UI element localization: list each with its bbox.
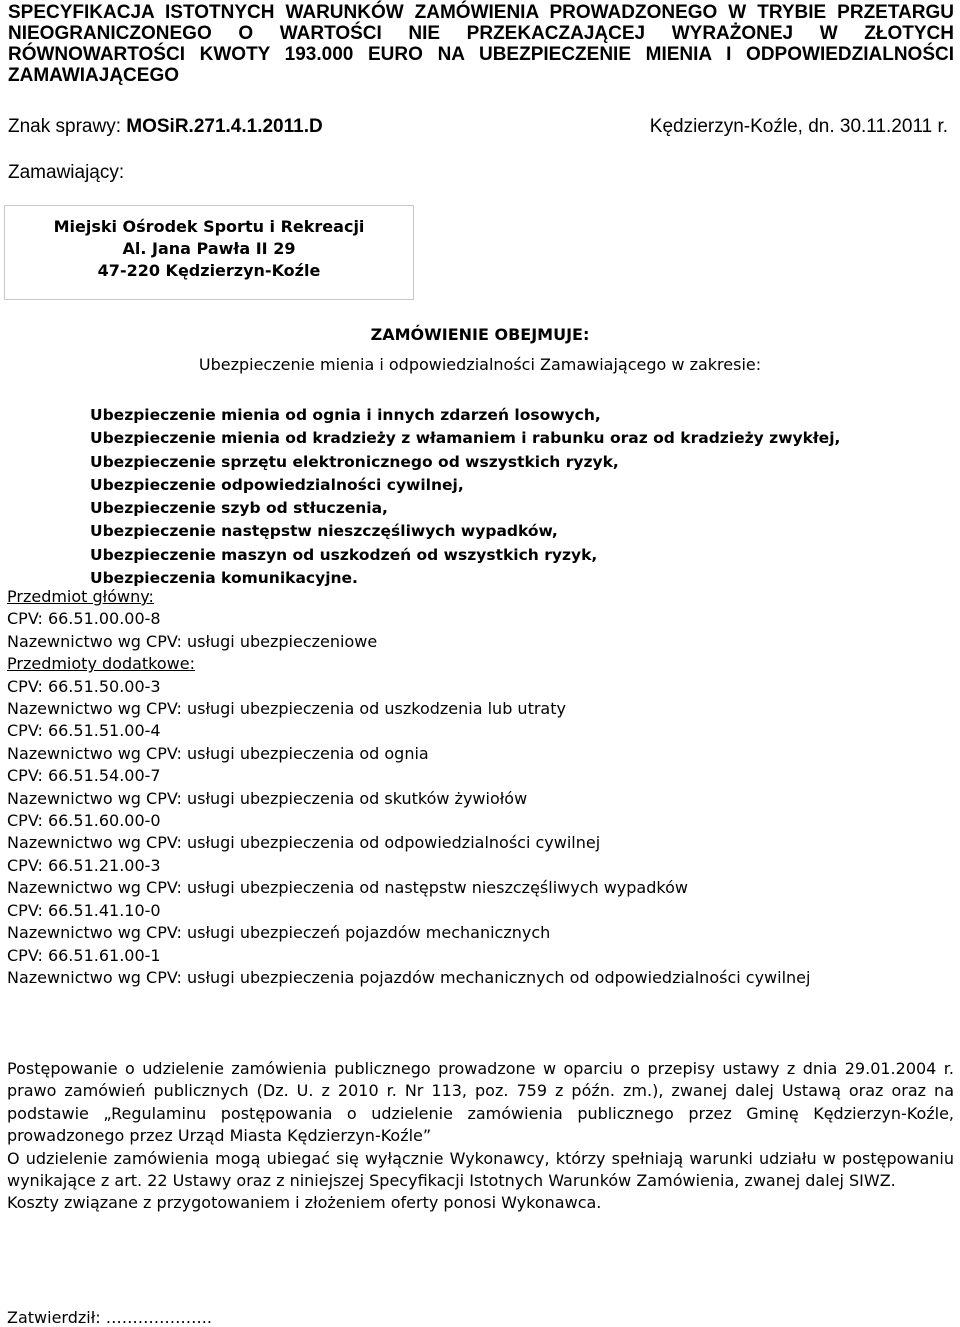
procedure-paragraph: O udzielenie zamówienia mogą ubiegać się wyłącznie Wykonawcy, którzy spełniają warunki udziału w postępowaniu wynikające z art. 22 Ustawy oraz z niniejszej Specyfikacji Istotnych Warunków Zamówienia, zwanej dalej SIWZ. xyxy=(7,1148,954,1191)
scope-subheading: Ubezpieczenie mienia i odpowiedzialności Zamawiającego w zakresie: xyxy=(198,355,762,374)
cpv-code: CPV: 66.51.50.00-3 xyxy=(7,676,161,696)
cpv-code: CPV: 66.51.54.00-7 xyxy=(7,766,161,786)
approval-line: Zatwierdził: ……………….. xyxy=(7,1308,212,1327)
cpv-name: Nazewnictwo wg CPV: usługi ubezpieczenia od ognia xyxy=(7,743,429,763)
list-item: Ubezpieczenia komunikacyjne. xyxy=(90,569,358,588)
case-reference xyxy=(8,116,323,138)
list-item: Ubezpieczenie mienia od ognia i innych zdarzeń losowych, xyxy=(90,406,601,424)
additional-subjects-label: Przedmioty dodatkowe: xyxy=(7,654,195,674)
procedure-section xyxy=(7,1058,954,1215)
cpv-name: Nazewnictwo wg CPV: usługi ubezpieczeniowe xyxy=(7,631,378,651)
cpv-name: Nazewnictwo wg CPV: usługi ubezpieczenia od następstw nieszczęśliwych wypadków xyxy=(7,878,688,898)
orderer-address-box xyxy=(4,205,414,300)
cpv-code: CPV: 66.51.60.00-0 xyxy=(7,811,161,831)
cpv-code: CPV: 66.51.00.00-8 xyxy=(7,609,161,629)
cpv-code: CPV: 66.51.51.00-4 xyxy=(7,721,161,741)
cpv-code: CPV: 66.51.41.10-0 xyxy=(7,900,161,920)
cpv-name: Nazewnictwo wg CPV: usługi ubezpieczenia od odpowiedzialności cywilnej xyxy=(7,833,601,853)
orderer-street: Al. Jana Pawła II 29 xyxy=(122,239,296,258)
list-item: Ubezpieczenie odpowiedzialności cywilnej, xyxy=(90,475,464,494)
main-subject-label: Przedmiot główny: xyxy=(7,587,154,606)
scope-heading: ZAMÓWIENIE OBEJMUJE: xyxy=(370,325,590,344)
orderer-label: Zamawiający: xyxy=(8,162,125,183)
cpv-code: CPV: 66.51.61.00-1 xyxy=(7,945,161,965)
document-title: SPECYFIKACJA ISTOTNYCH WARUNKÓW ZAMÓWIENIA PROWADZONEGO W TRYBIE PRZETARGU NIEOGRANICZONEGO O WARTOŚCI NIE PRZEKACZAJĄCEJ WYRAŻONEJ W ZŁOTYCH RÓWNOWARTOŚCI KWOTY 193.000 EURO NA UBEZPIECZENIE MIENIA I ODPOWIEDZIALNOŚCI ZAMAWIAJĄCEGO xyxy=(8,2,954,86)
list-item: Ubezpieczenie mienia od kradzieży z włamaniem i rabunku oraz od kradzieży zwykłej, xyxy=(90,429,841,448)
case-reference-value: MOSiR.271.4.1.2011.D xyxy=(126,116,323,137)
insurance-scope-list xyxy=(90,404,840,590)
place-and-date: Kędzierzyn-Koźle, dn. 30.11.2011 r. xyxy=(649,116,948,137)
cpv-name: Nazewnictwo wg CPV: usługi ubezpieczenia pojazdów mechanicznych od odpowiedzialności cywilnej xyxy=(7,967,811,987)
list-item: Ubezpieczenie następstw nieszczęśliwych wypadków, xyxy=(90,522,558,541)
cpv-list xyxy=(7,586,810,989)
procedure-paragraph: Postępowanie o udzielenie zamówienia publicznego prowadzone w oparciu o przepisy ustawy z dnia 29.01.2004 r. prawo zamówień publicznych (Dz. U. z 2010 r. Nr 113, poz. 759 z późn. zm.), zwanej dalej Ustawą oraz oraz na podstawie „Regulaminu postępowania o udzielenie zamówienia publicznego przez Gminę Kędzierzyn-Koźle, prowadzonego przez Urząd Miasta Kędzierzyn-Koźle” xyxy=(7,1059,954,1146)
list-item: Ubezpieczenie szyb od stłuczenia, xyxy=(90,499,388,518)
list-item: Ubezpieczenie maszyn od uszkodzeń od wszystkich ryzyk, xyxy=(90,545,598,564)
orderer-name: Miejski Ośrodek Sportu i Rekreacji xyxy=(53,217,365,236)
cpv-name: Nazewnictwo wg CPV: usługi ubezpieczenia od uszkodzenia lub utraty xyxy=(7,699,566,719)
case-reference-label: Znak sprawy: xyxy=(8,116,127,137)
list-item: Ubezpieczenie sprzętu elektronicznego od wszystkich ryzyk, xyxy=(90,452,619,471)
cpv-name: Nazewnictwo wg CPV: usługi ubezpieczeń pojazdów mechanicznych xyxy=(7,923,551,943)
procedure-paragraph: Koszty związane z przygotowaniem i złożeniem oferty ponosi Wykonawca. xyxy=(7,1193,602,1213)
orderer-city: 47-220 Kędzierzyn-Koźle xyxy=(97,261,321,280)
cpv-code: CPV: 66.51.21.00-3 xyxy=(7,855,161,875)
cpv-name: Nazewnictwo wg CPV: usługi ubezpieczenia od skutków żywiołów xyxy=(7,788,528,808)
